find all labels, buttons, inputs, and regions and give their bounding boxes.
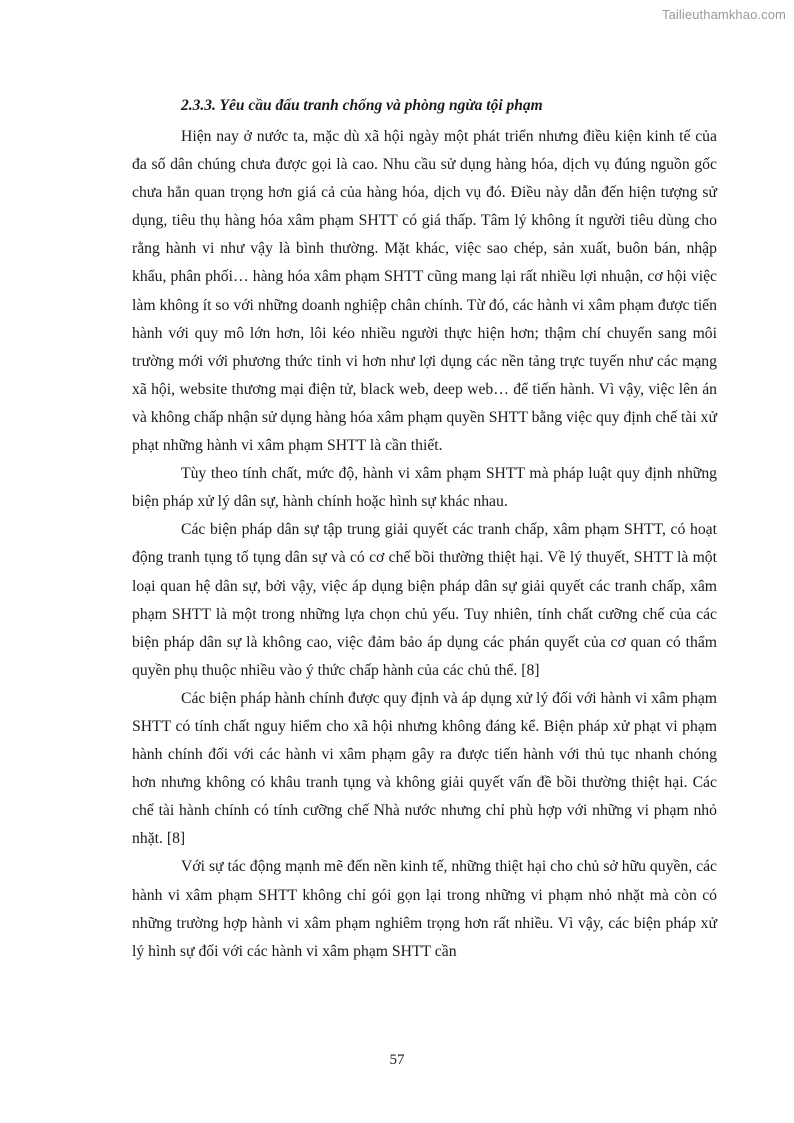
paragraph: Các biện pháp dân sự tập trung giải quyết các tranh chấp, xâm phạm SHTT, có hoạt động tranh tụng tố tụng dân sự và có cơ chế bồi thường thiệt hại. Về lý thuyết, SHTT là một loại quan hệ dân sự, bởi vậy, việc áp dụng biện pháp dân sự giải quyết các tranh chấp, xâm phạm SHTT là một trong những lựa chọn chủ yếu. Tuy nhiên, tính chất cưỡng chế của các biện pháp dân sự là không cao, việc đảm bảo áp dụng các phán quyết của cơ quan có thẩm quyền phụ thuộc nhiều vào ý thức chấp hành của các chủ thể. [8] (132, 521, 717, 679)
page-number: 57 (389, 1052, 405, 1068)
page-body (132, 92, 717, 966)
paragraph: Các biện pháp hành chính được quy định và áp dụng xử lý đối với hành vi xâm phạm SHTT có tính chất nguy hiểm cho xã hội nhưng không đáng kể. Biện pháp xử phạt vi phạm hành chính đối với các hành vi xâm phạm gây ra được tiến hành với thủ tục nhanh chóng hơn nhưng không có khâu tranh tụng và không giải quyết vấn đề bồi thường thiệt hại. Các chế tài hành chính có tính cưỡng chế Nhà nước nhưng chỉ phù hợp với những vi phạm nhỏ nhặt. [8] (132, 689, 717, 848)
watermark-text: Tailieuthamkhao.com (661, 7, 786, 22)
paragraph: Với sự tác động mạnh mẽ đến nền kinh tế, những thiệt hại cho chủ sở hữu quyền, các hành vi xâm phạm SHTT không chỉ gói gọn lại trong những vi phạm nhỏ nhặt mà còn có những trường hợp hành vi xâm phạm nghiêm trọng hơn rất nhiều. Vì vậy, các biện pháp xử lý hình sự đối với các hành vi xâm phạm SHTT cần (132, 858, 717, 960)
section-heading: 2.3.3. Yêu cầu đấu tranh chống và phòng ngừa tội phạm (181, 97, 543, 114)
paragraph: Hiện nay ở nước ta, mặc dù xã hội ngày một phát triển nhưng điều kiện kinh tế của đa số dân chúng chưa được gọi là cao. Nhu cầu sử dụng hàng hóa, dịch vụ đúng nguồn gốc chưa hẳn quan trọng hơn giá cả của hàng hóa, dịch vụ đó. Điều này dẫn đến hiện tượng sử dụng, tiêu thụ hàng hóa xâm phạm SHTT có giá thấp. Tâm lý không ít người tiêu dùng cho rằng hành vi như vậy là bình thường. Mặt khác, việc sao chép, sản xuất, buôn bán, nhập khẩu, phân phối… hàng hóa xâm phạm SHTT cũng mang lại rất nhiều lợi nhuận, cơ hội việc làm không ít so với những doanh nghiệp chân chính. Từ đó, các hành vi xâm phạm được tiến hành với quy mô lớn hơn, lôi kéo nhiều người thực hiện hơn; thậm chí chuyển sang môi trường mới với phương thức tinh vi hơn như lợi dụng các nền tảng trực tuyến như các mạng xã hội, website thương mại điện tử, black web, deep web… để tiến hành. Vì vậy, việc lên án và không chấp nhận sử dụng hàng hóa xâm phạm quyền SHTT bằng việc quy định chế tài xử phạt những hành vi xâm phạm SHTT là cần thiết. (132, 128, 717, 455)
paragraph: Tùy theo tính chất, mức độ, hành vi xâm phạm SHTT mà pháp luật quy định những biện pháp xử lý dân sự, hành chính hoặc hình sự khác nhau. (132, 465, 717, 511)
